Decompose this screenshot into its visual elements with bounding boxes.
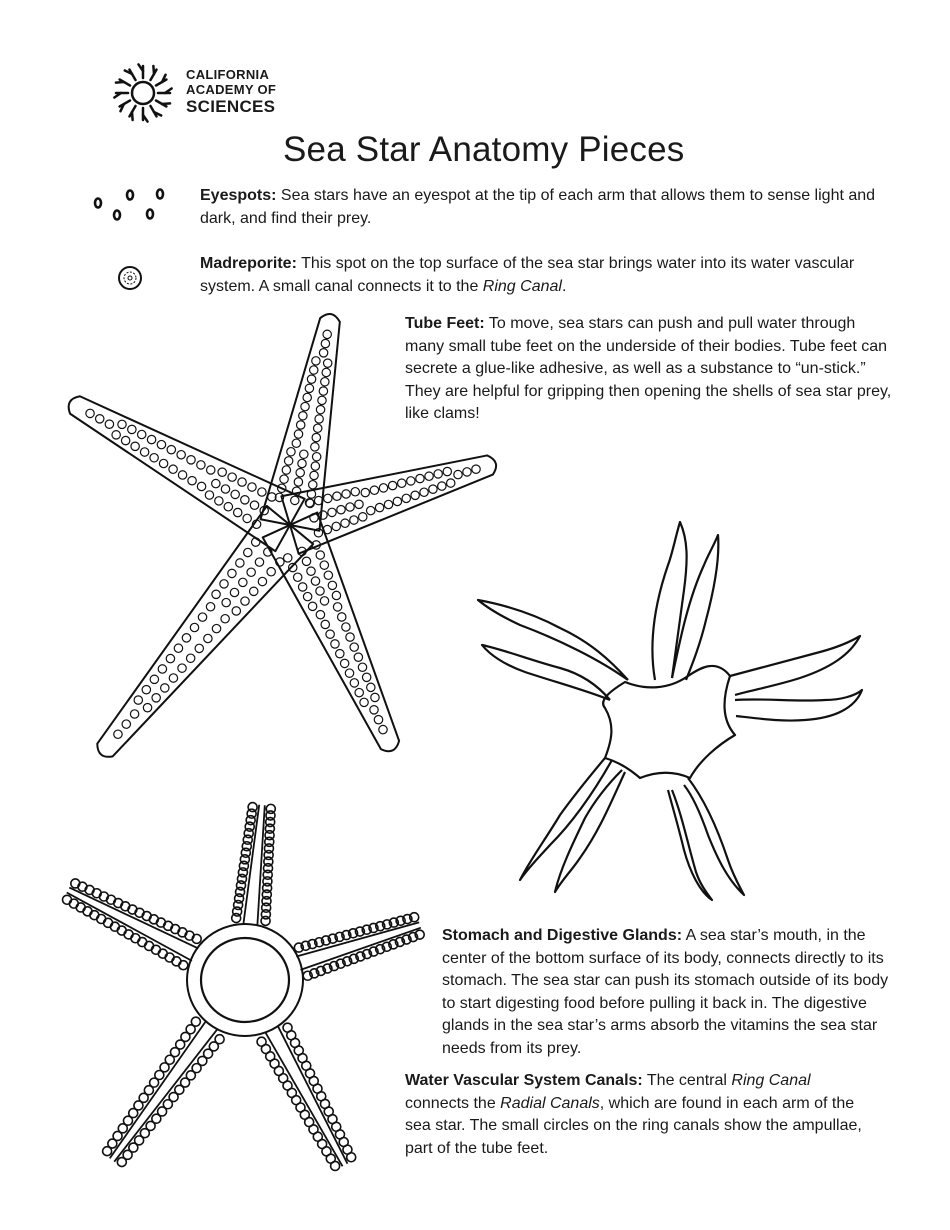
water-vascular-text: The central (646, 1072, 732, 1089)
logo-line-california: CALIFORNIA (186, 67, 270, 82)
logo-line-academy: ACADEMY OF (186, 82, 277, 97)
water-vascular-text-2: connects the (405, 1094, 501, 1112)
water-vascular-ring-canal: Ring Canal (731, 1072, 811, 1089)
stomach-heading: Stomach and Digestive Glands: (442, 927, 683, 944)
water-vascular-radial-canals: Radial Canals (500, 1094, 600, 1112)
eyespots-heading: Eyespots: (200, 187, 277, 204)
madreporite-ring-canal: Ring Canal (482, 277, 562, 295)
madreporite-heading: Madreporite: (200, 255, 297, 272)
madreporite-text-end: . (561, 277, 567, 295)
eyespots-text: Sea stars have an eyespot at the tip of each arm that allows them to sense light and dark, and find their prey. (200, 187, 876, 227)
stomach-text: A sea star’s mouth, in the center of the bottom surface of its body, connects directly to its stomach. The sea star can push its stomach outside of its body to start digesting food before pulling it back in. The digestive glands in the sea star’s arms absorb the vitamins the sea star needs from its prey. (442, 927, 889, 1057)
tube-feet-text: To move, sea stars can push and pull water through many small tube feet on the underside of their bodies. Tube feet can secrete a glue-like adhesive, as well as a substance to “un-stick.” They are helpful for gripping then opening the shells of sea star prey, like clams! (405, 315, 892, 422)
stomach-paragraph (442, 925, 897, 1060)
page-title: Sea Star Anatomy Pieces (283, 130, 685, 169)
logo-line-sciences: SCIENCES (186, 97, 276, 116)
madreporite-text: This spot on the top surface of the sea star brings water into its water vascular system. A small canal connects it to the (200, 255, 855, 295)
water-vascular-text-3: , which are found in each arm of the sea star. The small circles on the ring canals show the ampullae, part of the tube feet. (405, 1094, 862, 1157)
tube-feet-heading: Tube Feet: (405, 315, 485, 332)
water-vascular-paragraph (405, 1070, 875, 1160)
water-vascular-heading: Water Vascular System Canals: (405, 1072, 643, 1089)
